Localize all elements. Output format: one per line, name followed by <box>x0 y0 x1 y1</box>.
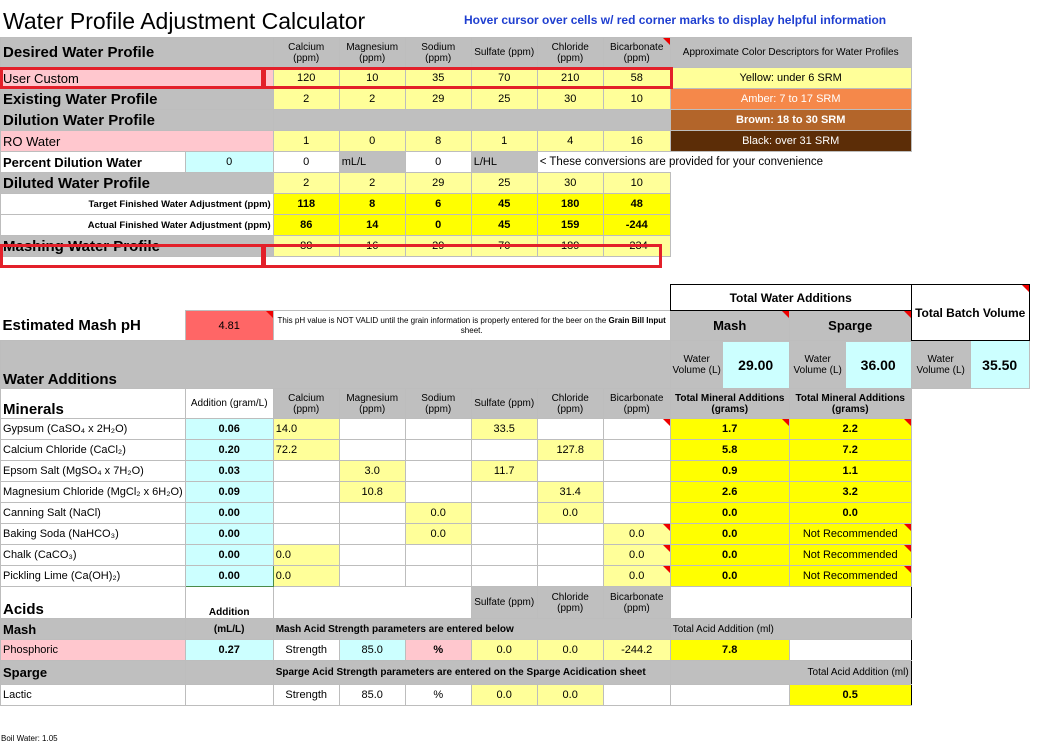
mineral-ca <box>273 461 339 482</box>
mineral-sparge-total: Not Recommended <box>789 524 911 545</box>
mineral-addition-input[interactable]: 0.09 <box>185 482 273 503</box>
mineral-hco3 <box>603 503 670 524</box>
mineral-hco3: 0.0 <box>603 545 670 566</box>
mash-heading[interactable]: Mash <box>670 311 789 341</box>
mineral-row <box>1 440 1030 461</box>
mashing-sulfate: 70 <box>471 236 537 257</box>
diluted-profile-label: Diluted Water Profile <box>1 173 274 194</box>
dilution-select-ro-water[interactable]: RO Water <box>1 131 274 152</box>
mineral-addition-input[interactable]: 0.00 <box>185 566 273 587</box>
ro-chloride[interactable]: 4 <box>537 131 603 152</box>
mineral-hco3 <box>603 461 670 482</box>
mineral-hco3 <box>603 440 670 461</box>
mineral-hco3 <box>603 419 670 440</box>
mineral-cl <box>537 461 603 482</box>
batch-volume-label: Water Volume (L) <box>911 341 970 389</box>
actual-sulfate: 45 <box>471 215 537 236</box>
dilution-l-value: 0 <box>405 152 471 173</box>
mineral-ca: 72.2 <box>273 440 339 461</box>
dilution-profile-blank <box>273 110 670 131</box>
diluted-calcium: 2 <box>273 173 339 194</box>
target-sodium: 6 <box>405 194 471 215</box>
mineral-na <box>405 440 471 461</box>
user-bicarbonate[interactable]: 58 <box>603 68 670 89</box>
mineral-na <box>405 419 471 440</box>
mash-volume-input[interactable]: 29.00 <box>723 342 789 388</box>
mineral-name: Baking Soda (NaHCO₃) <box>1 524 186 545</box>
sparge-acid-strength-label: Strength <box>273 685 339 706</box>
mineral-row <box>1 503 1030 524</box>
mineral-na <box>405 566 471 587</box>
col-sulfate: Sulfate (ppm) <box>471 38 537 68</box>
mashing-calcium: 88 <box>273 236 339 257</box>
sparge-acid-addition <box>185 685 273 706</box>
mineral-cl <box>537 545 603 566</box>
mineral-addition-input[interactable]: 0.03 <box>185 461 273 482</box>
mashing-sodium: 29 <box>405 236 471 257</box>
diluted-magnesium: 2 <box>339 173 405 194</box>
ro-calcium[interactable]: 1 <box>273 131 339 152</box>
mineral-mash-total: 0.0 <box>670 503 789 524</box>
calculator-grid <box>0 37 1030 706</box>
acid-col-sulfate: Sulfate (ppm) <box>471 587 537 619</box>
desired-profile-heading: Desired Water Profile <box>1 38 274 68</box>
target-adjustment-label: Target Finished Water Adjustment (ppm) <box>1 194 274 215</box>
mashing-bicarbonate: -234 <box>603 236 670 257</box>
mineral-na <box>405 482 471 503</box>
user-magnesium[interactable]: 10 <box>339 68 405 89</box>
user-sodium[interactable]: 35 <box>405 68 471 89</box>
mineral-sparge-total: Not Recommended <box>789 566 911 587</box>
user-calcium[interactable]: 120 <box>273 68 339 89</box>
col-sodium: Sodium (ppm) <box>405 38 471 68</box>
mineral-ca <box>273 524 339 545</box>
mineral-sparge-total: 3.2 <box>789 482 911 503</box>
color-amber: Amber: 7 to 17 SRM <box>670 89 911 110</box>
mineral-addition-input[interactable]: 0.06 <box>185 419 273 440</box>
sparge-acid-chloride: 0.0 <box>537 685 603 706</box>
min-col-sodium: Sodium (ppm) <box>405 389 471 419</box>
mineral-cl: 31.4 <box>537 482 603 503</box>
page-title: Water Profile Adjustment Calculator <box>3 8 366 34</box>
actual-sodium: 0 <box>405 215 471 236</box>
mineral-name: Gypsum (CaSO₄ x 2H₂O) <box>1 419 186 440</box>
sparge-volume-input[interactable]: 36.00 <box>846 342 911 388</box>
batch-volume-input[interactable]: 35.50 <box>970 341 1029 389</box>
diluted-sulfate: 25 <box>471 173 537 194</box>
mineral-mash-total: 0.9 <box>670 461 789 482</box>
color-descriptor-title: Approximate Color Descriptors for Water Profiles <box>670 38 911 68</box>
mashing-profile-label: Mashing Water Profile <box>1 236 274 257</box>
existing-sodium[interactable]: 29 <box>405 89 471 110</box>
acid-header-blank <box>273 587 471 619</box>
min-col-chloride: Chloride (ppm) <box>537 389 603 419</box>
col-calcium: Calcium (ppm) <box>273 38 339 68</box>
hover-hint: Hover cursor over cells w/ red corner marks to display helpful information <box>464 13 887 27</box>
mineral-mash-total: 0.0 <box>670 524 789 545</box>
actual-chloride: 159 <box>537 215 603 236</box>
ph-validity-note: This pH value is NOT VALID until the grain information is properly entered for the beer on the Grain Bill Input sheet. <box>273 311 670 341</box>
mineral-mg: 10.8 <box>339 482 405 503</box>
mineral-mash-total: 0.0 <box>670 545 789 566</box>
min-col-calcium: Calcium (ppm) <box>273 389 339 419</box>
sparge-acid-strength-unit: % <box>405 685 471 706</box>
mineral-sparge-total: 7.2 <box>789 440 911 461</box>
mineral-mash-total: 5.8 <box>670 440 789 461</box>
mineral-addition-input[interactable]: 0.00 <box>185 545 273 566</box>
mineral-so4 <box>471 482 537 503</box>
dilution-ml-value: 0 <box>273 152 339 173</box>
mineral-cl <box>537 566 603 587</box>
min-col-magnesium: Magnesium (ppm) <box>339 389 405 419</box>
mineral-cl: 127.8 <box>537 440 603 461</box>
mineral-name: Magnesium Chloride (MgCl₂ x 6H₂O) <box>1 482 186 503</box>
mineral-ca: 0.0 <box>273 545 339 566</box>
color-yellow: Yellow: under 6 SRM <box>670 68 911 89</box>
sparge-acid-name: Lactic <box>1 685 186 706</box>
mash-acid-select[interactable]: Phosphoric <box>1 640 186 661</box>
mash-acid-addition-input[interactable]: 0.27 <box>185 640 273 661</box>
mineral-so4: 11.7 <box>471 461 537 482</box>
existing-chloride[interactable]: 30 <box>537 89 603 110</box>
color-brown: Brown: 18 to 30 SRM <box>670 110 911 131</box>
mineral-hco3 <box>603 482 670 503</box>
mineral-mg: 3.0 <box>339 461 405 482</box>
sparge-heading[interactable]: Sparge <box>789 311 911 341</box>
mineral-row <box>1 545 1030 566</box>
color-black: Black: over 31 SRM <box>670 131 911 152</box>
sparge-total-acid-heading: Total Acid Addition (ml) <box>670 661 911 685</box>
target-magnesium: 8 <box>339 194 405 215</box>
mineral-name: Chalk (CaCO₃) <box>1 545 186 566</box>
mineral-so4 <box>471 440 537 461</box>
total-water-additions-heading: Total Water Additions <box>670 285 911 311</box>
sparge-volume-cell <box>789 341 911 389</box>
existing-bicarbonate[interactable]: 10 <box>603 89 670 110</box>
mineral-ca <box>273 482 339 503</box>
mash-total-acid-value: 7.8 <box>670 640 789 661</box>
mineral-so4 <box>471 524 537 545</box>
mineral-addition-input[interactable]: 0.00 <box>185 524 273 545</box>
actual-magnesium: 14 <box>339 215 405 236</box>
mineral-so4 <box>471 545 537 566</box>
mash-acid-chloride: 0.0 <box>537 640 603 661</box>
minerals-heading: Minerals <box>1 389 186 419</box>
acids-heading: Acids <box>1 587 186 619</box>
sparge-total-acid-value: 0.5 <box>789 685 911 706</box>
mineral-row <box>1 566 1030 587</box>
existing-profile-label: Existing Water Profile <box>1 89 274 110</box>
mash-acid-sulfate: 0.0 <box>471 640 537 661</box>
actual-bicarbonate: -244 <box>603 215 670 236</box>
percent-dilution-label: Percent Dilution Water <box>1 152 186 173</box>
percent-dilution-input[interactable]: 0 <box>185 152 273 173</box>
mineral-ca: 14.0 <box>273 419 339 440</box>
diluted-sodium: 29 <box>405 173 471 194</box>
conversion-note: < These conversions are provided for your convenience <box>539 156 824 168</box>
mash-volume-label: Water Volume (L) <box>672 353 721 376</box>
mineral-mg <box>339 524 405 545</box>
diluted-chloride: 30 <box>537 173 603 194</box>
mineral-row <box>1 524 1030 545</box>
mineral-sparge-total: 0.0 <box>789 503 911 524</box>
mash-total-mineral-heading: Total Mineral Additions (grams) <box>670 389 789 419</box>
mash-acid-strength-unit[interactable]: % <box>405 640 471 661</box>
ro-sulfate[interactable]: 1 <box>471 131 537 152</box>
sparge-acid-note: Sparge Acid Strength parameters are entered on the Sparge Acidication sheet <box>273 661 670 685</box>
mineral-so4 <box>471 566 537 587</box>
mineral-name: Epsom Salt (MgSO₄ x 7H₂O) <box>1 461 186 482</box>
mineral-row <box>1 419 1030 440</box>
min-col-sulfate: Sulfate (ppm) <box>471 389 537 419</box>
mineral-mash-total: 1.7 <box>670 419 789 440</box>
mineral-so4: 33.5 <box>471 419 537 440</box>
mineral-mg <box>339 419 405 440</box>
mash-acid-strength-input[interactable]: 85.0 <box>339 640 405 661</box>
mineral-addition-input[interactable]: 0.20 <box>185 440 273 461</box>
existing-calcium[interactable]: 2 <box>273 89 339 110</box>
acid-addition-heading: Addition <box>185 587 273 619</box>
profile-select-user-custom[interactable]: User Custom <box>1 68 274 89</box>
sparge-acid-strength-value: 85.0 <box>339 685 405 706</box>
mineral-name: Pickling Lime (Ca(OH)₂) <box>1 566 186 587</box>
mashing-magnesium: 16 <box>339 236 405 257</box>
mineral-hco3: 0.0 <box>603 524 670 545</box>
boil-water-footer: Boil Water: 1.05 <box>1 734 58 743</box>
acid-col-bicarbonate: Bicarbonate (ppm) <box>603 587 670 619</box>
ro-bicarbonate[interactable]: 16 <box>603 131 670 152</box>
mash-volume-cell <box>670 341 789 389</box>
total-batch-volume-heading[interactable]: Total Batch Volume <box>911 285 1029 341</box>
estimated-mash-ph-value[interactable]: 4.81 <box>185 311 273 341</box>
mash-acid-note: Mash Acid Strength parameters are entered below <box>273 619 670 640</box>
mineral-na <box>405 461 471 482</box>
mineral-mash-total: 0.0 <box>670 566 789 587</box>
sparge-total-mineral-heading: Total Mineral Additions (grams) <box>789 389 911 419</box>
water-additions-heading: Water Additions <box>1 341 671 389</box>
user-chloride[interactable]: 210 <box>537 68 603 89</box>
mineral-ca <box>273 503 339 524</box>
min-col-bicarbonate: Bicarbonate (ppm) <box>603 389 670 419</box>
estimated-mash-ph-label: Estimated Mash pH <box>2 316 141 334</box>
mash-total-acid-heading: Total Acid Addition (ml) <box>670 619 911 640</box>
target-bicarbonate: 48 <box>603 194 670 215</box>
mineral-so4 <box>471 503 537 524</box>
mineral-sparge-total: 2.2 <box>789 419 911 440</box>
dilution-l-unit: L/HL <box>471 152 537 173</box>
mashing-chloride: 189 <box>537 236 603 257</box>
mash-acid-bicarbonate: -244.2 <box>603 640 670 661</box>
actual-adjustment-label: Actual Finished Water Adjustment (ppm) <box>1 215 274 236</box>
mineral-hco3: 0.0 <box>603 566 670 587</box>
mineral-mg <box>339 566 405 587</box>
acid-header-right-blank <box>670 587 911 619</box>
sparge-acid-sulfate: 0.0 <box>471 685 537 706</box>
mineral-mg <box>339 503 405 524</box>
target-calcium: 118 <box>273 194 339 215</box>
mineral-mash-total: 2.6 <box>670 482 789 503</box>
target-chloride: 180 <box>537 194 603 215</box>
mineral-row <box>1 461 1030 482</box>
mineral-name: Calcium Chloride (CaCl₂) <box>1 440 186 461</box>
mineral-na <box>405 545 471 566</box>
actual-calcium: 86 <box>273 215 339 236</box>
diluted-bicarbonate: 10 <box>603 173 670 194</box>
mineral-sparge-total: Not Recommended <box>789 545 911 566</box>
mineral-sparge-total: 1.1 <box>789 461 911 482</box>
mineral-ca: 0.0 <box>273 566 339 587</box>
mash-acid-strength-label: Strength <box>273 640 339 661</box>
existing-magnesium[interactable]: 2 <box>339 89 405 110</box>
mineral-cl <box>537 419 603 440</box>
acid-unit: (mL/L) <box>185 619 273 640</box>
mineral-na: 0.0 <box>405 503 471 524</box>
mineral-cl: 0.0 <box>537 503 603 524</box>
addition-gram-per-l-heading: Addition (gram/L) <box>185 389 273 419</box>
target-sulfate: 45 <box>471 194 537 215</box>
ro-sodium[interactable]: 8 <box>405 131 471 152</box>
mineral-cl <box>537 524 603 545</box>
mineral-row <box>1 482 1030 503</box>
mineral-mg <box>339 545 405 566</box>
sparge-volume-label: Water Volume (L) <box>793 353 842 376</box>
col-chloride: Chloride (ppm) <box>537 38 603 68</box>
existing-sulfate[interactable]: 25 <box>471 89 537 110</box>
ro-magnesium[interactable]: 0 <box>339 131 405 152</box>
col-bicarbonate[interactable]: Bicarbonate (ppm) <box>603 38 670 68</box>
acid-col-chloride: Chloride (ppm) <box>537 587 603 619</box>
dilution-profile-label: Dilution Water Profile <box>1 110 274 131</box>
dilution-ml-unit: mL/L <box>339 152 405 173</box>
mineral-addition-input[interactable]: 0.00 <box>185 503 273 524</box>
mash-acid-heading: Mash <box>1 619 186 640</box>
sparge-acid-heading: Sparge <box>1 661 186 685</box>
mineral-na: 0.0 <box>405 524 471 545</box>
mineral-name: Canning Salt (NaCl) <box>1 503 186 524</box>
mineral-mg <box>339 440 405 461</box>
col-magnesium: Magnesium (ppm) <box>339 38 405 68</box>
user-sulfate[interactable]: 70 <box>471 68 537 89</box>
